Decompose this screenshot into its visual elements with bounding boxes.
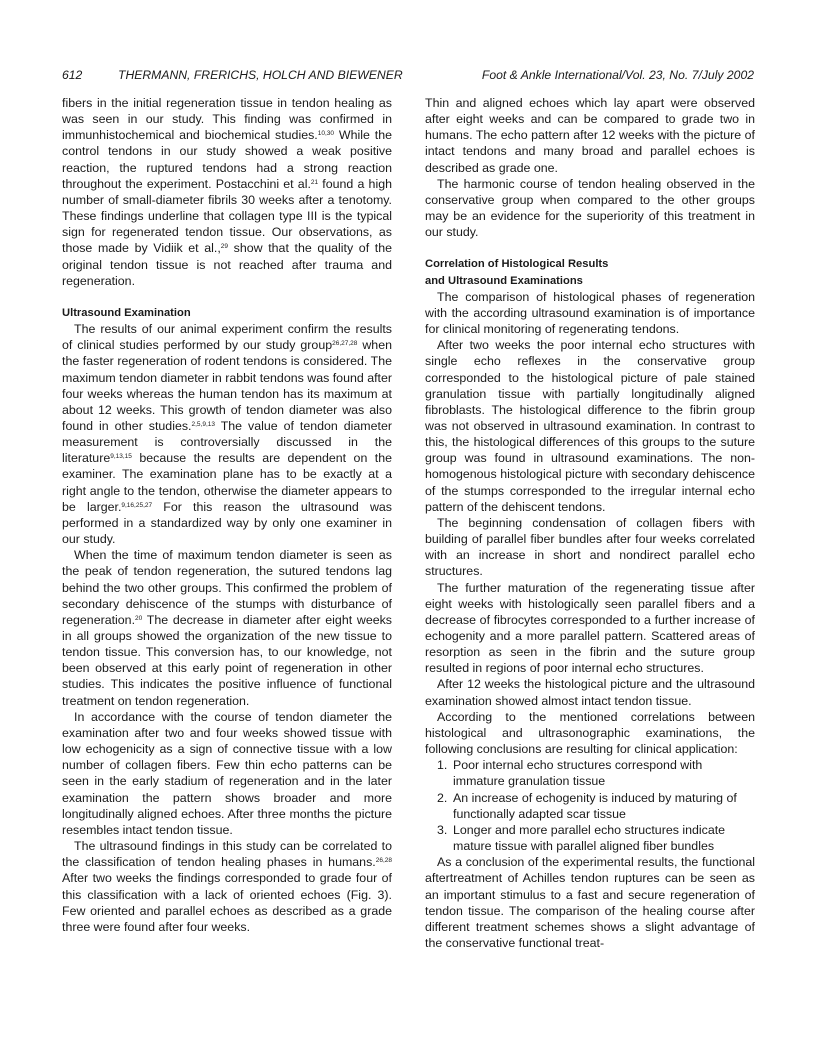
- paragraph: In accordance with the course of tendon diameter the examination after two and four weeks showed tissue with low echogenicity as a sign of connective tissue with a low number of collagen fibers. Few thin echo patterns can be seen in the early stadium of regeneration and in the later examination the pattern shows broader and more longitudinally aligned echoes. After three months the picture resembles intact tendon tissue.: [62, 709, 392, 837]
- citation: 26,27,28: [332, 340, 358, 348]
- paragraph: After two weeks the poor internal echo structures with single echo reflexes in the conservative group corresponded to the histological picture of pale stained granulation tissue with partially longitudinally aligned fibroblasts. The histological difference to the fibrin group was not observed in ultrasound examination. In contrast to this, the histological differences of this groups to the suture group was found in ultrasound examinations. The non-homogenous histological picture with secondary dehiscence of the stumps corresponded to the irregular internal echo pattern of the dehiscent tendons.: [425, 338, 755, 514]
- paragraph: After 12 weeks the histological picture and the ultrasound examination showed almost intact tendon tissue.: [425, 677, 755, 708]
- paragraph: fibers in the initial regeneration tissue in tendon healing as was seen in our study. This finding was confirmed in immunhistochemical and biochemical studies.$^{10,30}$ While the control tendons in our study showed a weak positive reaction, the ruptured tendons had a strong reaction throughout the experiment. Postacchini et al.$^{21}$ found a high number of small-diameter fibrils 30 weeks after a tenotomy. These findings underline that collagen type III is the typical sign for regenerated tendon tissue. Our observations, as those made by Vidiik et al.,$^{29}$ show that the quality of the original tendon tissue is not reached after trauma and regeneration.: [62, 96, 393, 288]
- citation: 9,13,15: [110, 453, 132, 461]
- paragraph: The harmonic course of tendon healing observed in the conservative group when compared to the other groups may be an evidence for the superiority of this treatment in our study.: [425, 176, 755, 240]
- paragraph: When the time of maximum tendon diameter is seen as the peak of tendon regeneration, the sutured tendons lag behind the two other groups. This confirmed the problem of secondary dehiscence of the stumps with disturbance of regeneration.$^{20}$ The decrease in diameter after eight weeks in all groups showed the organization of the new tissue to tendon tissue. This conversion has, to our knowledge, not been observed at this early point of regeneration in other studies. This indicates the positive influence of functional treatment on tendon regeneration.: [62, 548, 392, 708]
- left-column: [62, 95, 392, 935]
- paragraph: Thin and aligned echoes which lay apart were observed after eight weeks and can be compared to grade two in humans. The echo pattern after 12 weeks with the picture of intact tendons and many broad and parallel echoes is described as grade one.: [425, 96, 755, 175]
- list-item: 2. An increase of echogenity is induced by maturing of functionally adapted scar tissue: [437, 790, 737, 821]
- page-number: 612: [62, 68, 83, 82]
- section-heading-correlation: Correlation of Histological Results and Ultrasound Examinations: [425, 258, 609, 287]
- citation: 9,16,25,27: [121, 501, 153, 509]
- citation: 20: [135, 614, 143, 622]
- running-head-journal: Foot & Ankle International/Vol. 23, No. 7/July 2002: [481, 68, 754, 82]
- right-column: [425, 95, 755, 951]
- paragraph: The beginning condensation of collagen fibers with building of parallel fiber bundles after four weeks correlated with an increase in short and nondirect parallel echo structures.: [425, 515, 755, 579]
- conclusions-list: [425, 757, 755, 854]
- paragraph: The comparison of histological phases of regeneration with the according ultrasound examination is of importance for clinical monitoring of regenerating tendons.: [425, 289, 755, 337]
- citation: 10,30: [317, 130, 335, 138]
- paragraph: The ultrasound findings in this study can be correlated to the classification of tendon healing phases in humans.$^{26,28}$ After two weeks the findings corresponded to grade four of this classification with a lack of oriented echoes (Fig. 3). Few oriented and parallel echoes as described as a grade three were found after four weeks.: [62, 839, 392, 934]
- section-heading-ultrasound: Ultrasound Examination: [62, 306, 191, 319]
- citation: 2,5,9,13: [191, 420, 215, 428]
- citation: 29: [220, 243, 229, 251]
- paragraph: The results of our animal experiment confirm the results of clinical studies performed by our study group$^{26,27,28}$ when the faster regeneration of rodent tendons is considered. The maximum tendon diameter in rabbit tendons was found after four weeks whereas the human tendon has its maximum at about 12 weeks. This growth of tendon diameter was also found in other studies.$^{2,5,9,13}$ The value of tendon diameter measurement is controversially discussed in the literature$^{9,13,15}$ because the results are dependent on the examiner. The examination plane has to be exactly at a right angle to the tendon, otherwise the diameter appears to be larger.$^{9,16,25,27}$ For this reason the ultrasound was performed in a standardized way by only one examiner in our study.: [62, 322, 392, 547]
- citation: 21: [310, 178, 319, 186]
- paragraph: The further maturation of the regenerating tissue after eight weeks with histologically seen parallel fibers and a decrease of fibrocytes corresponded to a further increase of echogenity and a more parallel pattern. Scattered areas of resorption as seen in the fibrin and the suture group resulted in regions of poor internal echo structures.: [425, 580, 755, 676]
- running-header: [62, 67, 754, 85]
- list-item: 3. Longer and more parallel echo structures indicate mature tissue with parallel aligned fiber bundles: [437, 822, 726, 854]
- paragraph: As a conclusion of the experimental results, the functional aftertreatment of Achilles tendon ruptures can be seen as an important stimulus to a fast and secure regeneration of tendon tissue. The comparison of the healing course after different treatment schemes shows a slight advantage of the conservative functional treat-: [425, 855, 755, 950]
- paragraph: According to the mentioned correlations between histological and ultrasonographic examinations, the following conclusions are resulting for clinical application:: [425, 709, 755, 757]
- running-head-authors: THERMANN, FRERICHS, HOLCH AND BIEWENER: [118, 68, 403, 82]
- list-item: 1. Poor internal echo structures correspond with immature granulation tissue: [437, 758, 703, 789]
- citation: 26,28: [375, 857, 392, 865]
